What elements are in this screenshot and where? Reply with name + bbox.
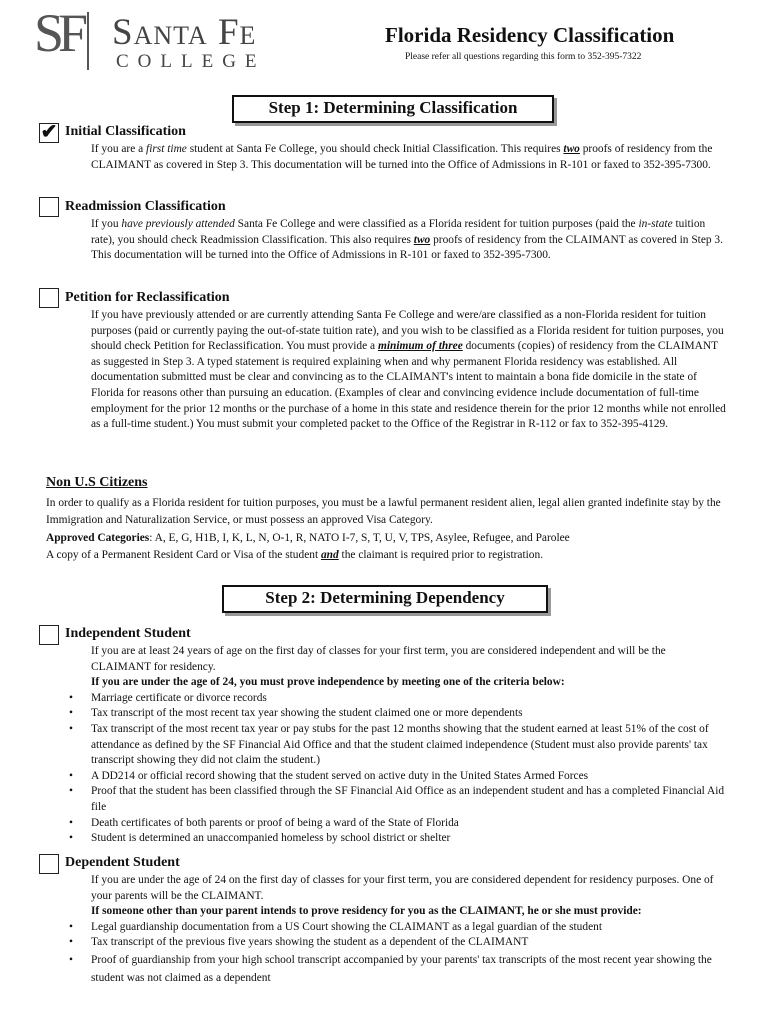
readmission-classification-text: If you have previously attended Santa Fe College and were classified as a Florida resident for tuition purposes (paid the in-state tuition rate), you should check Readmission Classification. This also requires two proofs of residency from the CLAIMANT as covered in Step 3. This documentation will be turned into the Office of Admissions in R-101 or faxed to 352-395-7300. [91,218,723,262]
list-item: • Proof of guardianship from your high school transcript accompanied by your parents' tax transcripts of the most recent year showing the student was not claimed as a dependent [91,951,726,987]
contact-note: Please refer all questions regarding this form to 352-395-7322 [405,52,642,62]
independent-student-heading: Independent Student [65,626,191,641]
list-item: • Marriage certificate or divorce records [91,691,726,707]
list-item: • Death certificates of both parents or proof of being a ward of the State of Florida [91,816,726,832]
initial-classification-heading: Initial Classification [65,124,186,139]
dependent-student-heading: Dependent Student [65,855,180,870]
independent-student-checkbox[interactable] [39,625,59,645]
initial-classification-text: If you are a first time student at Santa Fe College, you should check Initial Classification. This requires two proofs of residency from the CLAIMANT as covered in Step 3. This documentation will be turned into the Office of Admissions in R-101 or faxed to 352-395-7300. [91,143,713,171]
non-us-intro: In order to qualify as a Florida resident for tuition purposes, you must be a lawful permanent resident alien, legal alien granted indefinite stay by the Immigration and Naturalization Service, or must possess an approved Visa Category. [46,497,721,527]
list-item: • Tax transcript of the most recent tax year or pay stubs for the past 12 months showing that the student earned at least 51% of the cost of attendance as defined by the SF Financial Aid Office and that the student claimed independence (Student must also provide parents' tax transcript showing they did not claim the student.) [91,722,726,769]
readmission-classification-heading: Readmission Classification [65,199,226,214]
dependent-guardian-intro: If someone other than your parent intends to prove residency for you as the CLAIMANT, he or she must provide: [91,905,642,918]
dependent-student-text [91,873,726,987]
initial-classification-checkbox[interactable]: ✔ [40,121,58,143]
list-item: • Proof that the student has been classified through the SF Financial Aid Office as an independent student and has a completed Financial Aid file [91,784,726,815]
approved-categories: Approved Categories: A, E, G, H1B, I, K, L, N, O-1, R, NATO I-7, S, T, U, V, TPS, Asylee, Refugee, and Parolee [46,531,570,544]
independent-intro: If you are at least 24 years of age on the first day of classes for your first term, you are considered independent and will be the CLAIMANT for residency. [91,645,666,673]
list-item: • Tax transcript of the previous five years showing the student as a dependent of the CLAIMANT [91,935,726,951]
petition-reclassification-checkbox[interactable] [39,288,59,308]
readmission-classification-checkbox[interactable] [39,197,59,217]
logo-name: Santa Fe [112,12,257,53]
independent-student-text [91,644,726,847]
list-item: • Student is determined an unaccompanied homeless by school district or shelter [91,831,726,847]
logo-college: COLLEGE [116,51,266,72]
dependent-student-checkbox[interactable] [39,854,59,874]
page-title: Florida Residency Classification [385,23,675,47]
list-item: • Legal guardianship documentation from a US Court showing the CLAIMANT as a legal guardian of the student [91,920,726,936]
independent-criteria-list [91,691,726,847]
step1-title: Step 1: Determining Classification [232,95,554,123]
permanent-resident-note: A copy of a Permanent Resident Card or Visa of the student and the claimant is required prior to registration. [46,549,544,562]
non-us-citizens-text [46,495,736,565]
non-us-citizens-heading: Non U.S Citizens [46,475,148,490]
petition-reclassification-heading: Petition for Reclassification [65,290,230,305]
independent-criteria-intro: If you are under the age of 24, you must prove independence by meeting one of the criteria below: [91,676,565,689]
petition-reclassification-text: If you have previously attended or are currently attending Santa Fe College and were/are classified as a non-Florida resident for tuition purposes (paid or currently paying the out-of-state tuition rate), and you wish to be classified as a Florida resident for tuition purposes, you should check Petition for Reclassification. You must provide a minimum of three documents (copies) of residency from the CLAIMANT as suggested in Step 3. A typed statement is required explaining when and why permanent Florida residency was established. All documentation submitted must be clear and convincing as to the CLAIMANT's intent to maintain a bona fide domicile in the state of Florida for reasons other than pursuing an education. (Examples of clear and convincing evidence include documentation of full-time employment for the prior 12 months or the purchase of a home in this state and residence therein for the prior 12 months while not enrolled as a full-time student.) You must submit your completed packet to the Office of the Registrar in R-112 or fax to 352-395-4129. [91,309,726,431]
dependent-criteria-list [91,920,726,987]
step2-title: Step 2: Determining Dependency [222,585,548,613]
list-item: • A DD214 or official record showing that the student served on active duty in the United States Armed Forces [91,769,726,785]
dependent-intro: If you are under the age of 24 on the first day of classes for your first term, you are considered dependent for residency purposes. One of your parents will be the CLAIMANT. [91,874,714,902]
logo-initials: SF [34,3,83,63]
list-item: • Tax transcript of the most recent tax year showing the student claimed one or more dependents [91,706,726,722]
